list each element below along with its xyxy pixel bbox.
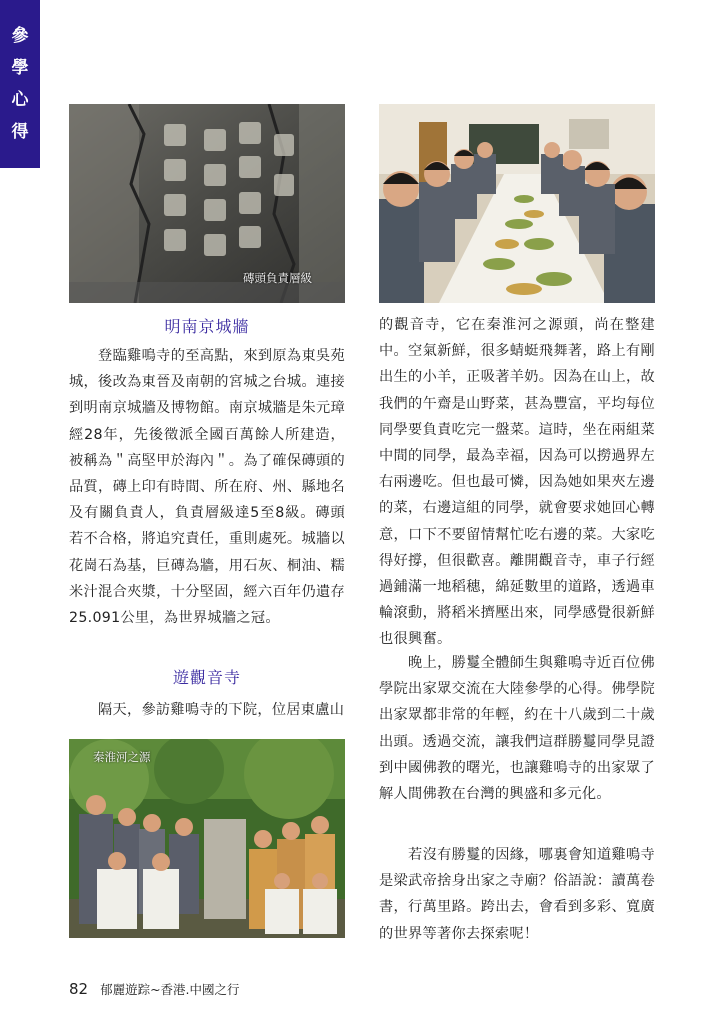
paragraph-evening-exchange: 晚上，勝鬘全體師生與雞鳴寺近百位佛學院出家眾交流在大陸參學的心得。佛學院出家眾都非常的年輕，約在十八歲到二十歲出頭。透過交流，讓我們這群勝鬘同學見證到中國佛教的曙光，也讓雞鳴寺的出家眾了解人間佛教在台灣的興盛和多元化。: [379, 655, 655, 803]
group-illustration: [69, 739, 345, 938]
paragraph-closing: 若沒有勝鬘的因緣，哪裏會知道雞鳴寺是梁武帝捨身出家之寺廟？俗語說：讀萬卷書，行萬里路。跨出去，會看到多彩、寬廣的世界等著你去探索呢！: [379, 847, 655, 942]
publication-title: 郁麗遊踪~香港.中國之行: [100, 982, 240, 997]
page-footer: [69, 980, 240, 998]
section-tab-char: 心: [11, 90, 29, 110]
dining-illustration: [379, 104, 655, 303]
paragraph-city-wall: 登臨雞鳴寺的至高點，來到原為東吳苑城，後改為東晉及南朝的宮城之台城。連接到明南京城牆及博物館。南京城牆是朱元璋經28年，先後徵派全國百萬餘人所建造，被稱為＂高堅甲於海內＂。為了確保磚頭的品質，磚上印有時間、所在府、州、縣地名及有關負責人，負責層級達5至8級。磚頭若不合格，將追究責任，重則處死。城牆以花崗石為基，巨磚為牆，用石灰、桐油、糯米汁混合夾漿，十分堅固，經六百年仍遺存25.091公里，為世界城牆之冠。: [69, 348, 345, 627]
section-heading-guanyin-temple: 遊觀音寺: [172, 668, 241, 687]
photo-caption: 秦淮河之源: [93, 750, 151, 764]
page-number: 82: [69, 980, 89, 998]
section-tab-char: 得: [11, 122, 29, 142]
group-photo-qinhuai-source: [69, 739, 345, 938]
photo-caption: 磚頭負責層級: [243, 271, 312, 285]
section-heading-city-wall: 明南京城牆: [164, 317, 250, 336]
section-tab-char: 學: [11, 58, 29, 78]
paragraph-guanyin-start: 隔天，參訪雞鳴寺的下院，位居東盧山: [69, 702, 345, 718]
dining-group-photo: [379, 104, 655, 303]
city-wall-brick-photo: [69, 104, 345, 303]
section-tab: [0, 0, 40, 168]
section-tab-char: 參: [11, 26, 29, 46]
paragraph-guanyin-continued: 的觀音寺，它在秦淮河之源頭，尚在整建中。空氣新鮮，很多蜻蜓飛舞著，路上有剛出生的小羊，正吸著羊奶。因為在山上，故我們的午齋是山野菜，甚為豐富，平均每位同學要負責吃完一盤菜。這時，坐在兩組菜中間的同學，最為幸福，因為可以撈過界左右兩邊吃。但也最可憐，因為她如果夾左邊的菜，右邊這組的同學，就會要求她回心轉意，口下不要留情幫忙吃右邊的菜。大家吃得好撐，但很歡喜。離開觀音寺，車子行經過鋪滿一地稻穗，綿延數里的道路，透過車輪滾動，將稻米擠壓出來，同學感覺很新鮮也很興奮。: [379, 317, 655, 648]
